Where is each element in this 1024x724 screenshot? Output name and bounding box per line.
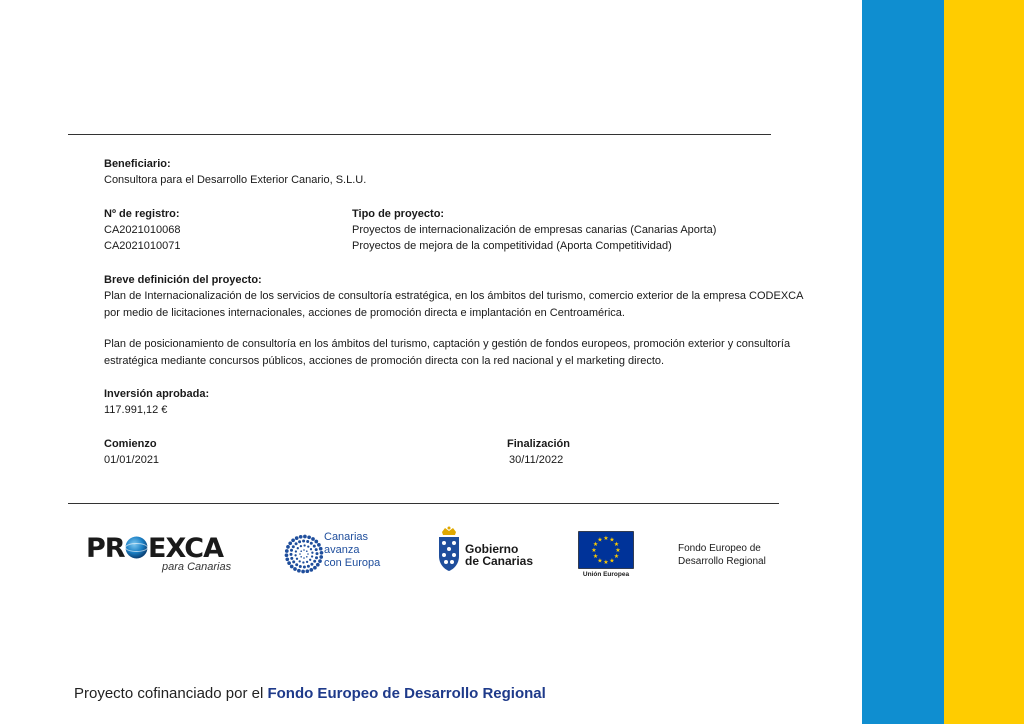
feder-line-2: Desarrollo Regional bbox=[678, 556, 766, 567]
svg-text:★: ★ bbox=[591, 547, 597, 554]
top-divider bbox=[68, 134, 771, 135]
svg-text:★: ★ bbox=[603, 559, 609, 566]
cofinancing-prefix: Proyecto cofinanciado por el bbox=[74, 685, 268, 702]
end-label: Finalización bbox=[507, 438, 570, 450]
canarias-avanza-logo bbox=[284, 531, 394, 575]
registry-label: Nº de registro: bbox=[104, 208, 180, 220]
svg-text:★: ★ bbox=[603, 535, 609, 542]
project-type-value-1: Proyectos de internacionalización de empresas canarias (Canarias Aporta) bbox=[352, 224, 717, 236]
canarias-avanza-line-1: Canarias bbox=[324, 531, 369, 543]
yellow-stripe bbox=[944, 0, 1024, 724]
proexca-tagline: para Canarias bbox=[162, 561, 232, 573]
svg-text:PR: PR bbox=[86, 533, 125, 564]
eu-label: Unión Europea bbox=[582, 571, 630, 578]
project-type-value-2: Proyectos de mejora de la competitividad (Aporta Competitividad) bbox=[352, 240, 672, 252]
eu-logo bbox=[578, 531, 634, 581]
svg-text:★: ★ bbox=[592, 553, 599, 560]
svg-text:EXCA: EXCA bbox=[148, 533, 224, 564]
eu-flag-icon bbox=[578, 531, 634, 569]
cofinancing-fund: Fondo Europeo de Desarrollo Regional bbox=[267, 685, 546, 702]
feder-logo bbox=[678, 542, 766, 568]
investment-label: Inversión aprobada: bbox=[104, 388, 210, 400]
gobierno-de-canarias-logo bbox=[436, 526, 536, 572]
gobierno-line-2: de Canarias bbox=[465, 554, 534, 568]
start-label: Comienzo bbox=[104, 438, 157, 450]
svg-text:★: ★ bbox=[609, 557, 615, 565]
definition-paragraph-2: Plan de posicionamiento de consultoría en los ámbitos del turismo, captación y gestión de fondos europeos, promoción exterior y consultoría estratégica mediante concursos públicos, acciones de promoción directa con la red nacional y el marketing directo. bbox=[104, 338, 791, 367]
canarias-avanza-line-2: avanza bbox=[324, 544, 360, 556]
definition-paragraph-1: Plan de Internacionalización de los servicios de consultoría estratégica, en los ámbitos del turismo, comercio exterior de la empresa CODEXCA por medio de licitaciones internacionales, acciones de promoción directa e implantación en Centroamérica. bbox=[104, 290, 803, 319]
svg-text:★: ★ bbox=[597, 557, 603, 565]
svg-text:★: ★ bbox=[613, 541, 620, 548]
svg-text:★: ★ bbox=[592, 541, 599, 548]
blue-stripe bbox=[862, 0, 944, 724]
svg-text:★: ★ bbox=[613, 553, 620, 560]
proexca-logo bbox=[86, 531, 238, 577]
beneficiary-label: Beneficiario: bbox=[104, 158, 171, 170]
gobierno-line-1: Gobierno bbox=[465, 542, 519, 556]
svg-text:★: ★ bbox=[615, 547, 621, 554]
beneficiary-value: Consultora para el Desarrollo Exterior Canario, S.L.U. bbox=[104, 174, 367, 186]
registry-value-1: CA2021010068 bbox=[104, 224, 181, 236]
investment-value: 117.991,12 € bbox=[104, 404, 168, 416]
bottom-divider bbox=[68, 503, 779, 504]
coat-of-arms-icon bbox=[436, 526, 462, 572]
registry-value-2: CA2021010071 bbox=[104, 240, 181, 252]
feder-line-1: Fondo Europeo de bbox=[678, 543, 761, 554]
canarias-avanza-line-3: con Europa bbox=[324, 557, 381, 569]
svg-text:★: ★ bbox=[609, 536, 615, 544]
definition-label: Breve definición del proyecto: bbox=[104, 274, 262, 286]
svg-text:★: ★ bbox=[597, 536, 603, 544]
start-value: 01/01/2021 bbox=[104, 454, 160, 466]
project-type-label: Tipo de proyecto: bbox=[352, 208, 445, 220]
starburst-icon bbox=[284, 534, 324, 574]
cofinancing-statement bbox=[74, 684, 546, 704]
end-value: 30/11/2022 bbox=[509, 454, 564, 466]
